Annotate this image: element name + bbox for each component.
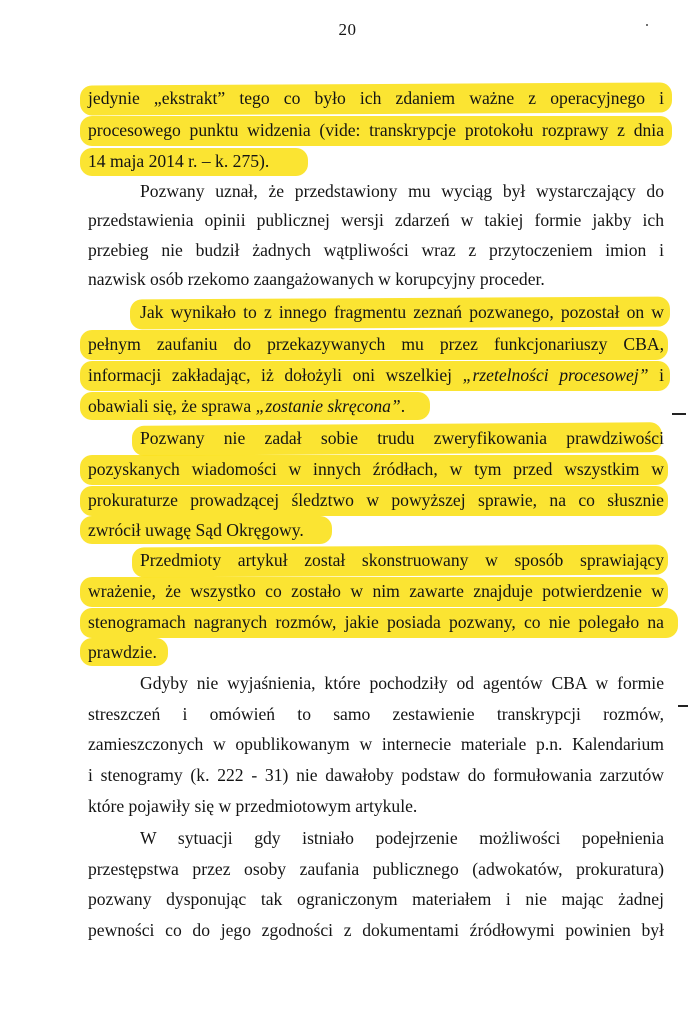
text-line: Gdyby nie wyjaśnienia, które pochodziły od agentów CBA w formie	[140, 673, 664, 693]
italic-quote: „zostanie skręcona”	[255, 396, 401, 416]
text-line: i stenogramy (k. 222 - 31) nie dawałoby podstaw do formułowania zarzutów	[88, 765, 664, 785]
text-line: zwrócił uwagę Sąd Okręgowy.	[88, 520, 304, 540]
text-line: Pozwany uznał, że przedstawiony mu wyciąg był wystarczający do	[140, 181, 664, 201]
text-line	[88, 362, 664, 388]
text-line: jedynie „ekstrakt” tego co było ich zdaniem ważne z operacyjnego i	[88, 88, 664, 108]
text-line: pewności co do jego zgodności z dokumentami źródłowymi powinien był	[88, 920, 664, 940]
scan-speck	[646, 24, 648, 26]
text-run: .	[400, 396, 406, 416]
text-line: prokuraturze prowadzącej śledztwo w powyższej sprawie, na co słusznie	[88, 490, 664, 510]
text-run: i	[648, 365, 664, 385]
text-line	[88, 393, 664, 419]
text-line: które pojawiły się w przedmiotowym artykule.	[88, 796, 418, 816]
text-line: wrażenie, że wszystko co zostało w nim zawarte znajduje potwierdzenie w	[88, 581, 664, 601]
text-line: 14 maja 2014 r. – k. 275).	[88, 151, 270, 171]
text-line: Przedmioty artykuł został skonstruowany w sposób sprawiający	[140, 550, 664, 570]
text-run: informacji zakładając, iż dołożyli oni wszelkiej	[88, 365, 463, 385]
text-line: streszczeń i omówień to samo zestawienie transkrypcji rozmów,	[88, 704, 664, 724]
text-line: przedstawienia opinii publicznej wersji zdarzeń w takiej formie jakby ich	[88, 210, 664, 230]
text-line: nazwisk osób rzekomo zaangażowanych w korupcyjny proceder.	[88, 269, 545, 289]
text-line: Jak wynikało to z innego fragmentu zeznań pozwanego, pozostał on w	[140, 302, 664, 322]
text-line: pozyskanych wiadomości w innych źródłach, w tym przed wszystkim w	[88, 459, 664, 479]
page-number: 20	[338, 20, 357, 39]
text-line: Pozwany nie zadał sobie trudu zweryfikowania prawdziwości	[140, 428, 664, 448]
text-line: przebieg nie budził żadnych wątpliwości wraz z przytoczeniem imion i	[88, 240, 664, 260]
text-line: W sytuacji gdy istniało podejrzenie możliwości popełnienia	[140, 828, 664, 848]
text-line: zamieszczonych w opublikowanym w internecie materiale p.n. Kalendarium	[88, 734, 664, 754]
text-line: stenogramach nagranych rozmów, jakie posiada pozwany, co nie polegało na	[88, 612, 664, 632]
margin-mark	[672, 413, 686, 415]
italic-quote: „rzetelności procesowej”	[462, 365, 649, 385]
text-line: pełnym zaufaniu do przekazywanych mu przez funkcjonariuszy CBA,	[88, 334, 664, 354]
text-run: obawiali się, że sprawa	[88, 396, 256, 416]
text-line: prawdzie.	[88, 642, 157, 662]
text-line: pozwany dysponując tak ograniczonym materiałem i nie mając żadnej	[88, 889, 664, 909]
margin-mark	[678, 705, 688, 707]
text-line: procesowego punktu widzenia (vide: transkrypcje protokołu rozprawy z dnia	[88, 120, 664, 140]
text-line: przestępstwa przez osoby zaufania publicznego (adwokatów, prokuratura)	[88, 859, 664, 879]
